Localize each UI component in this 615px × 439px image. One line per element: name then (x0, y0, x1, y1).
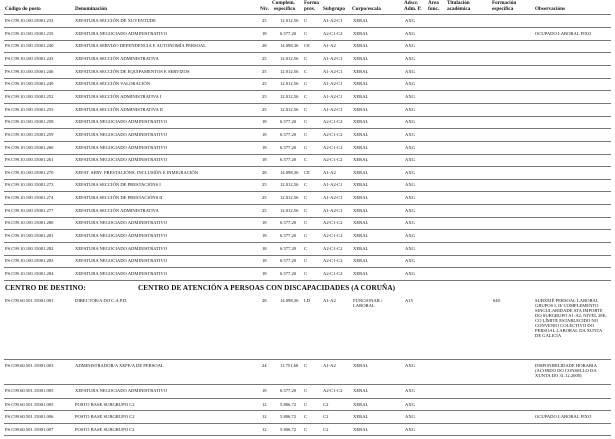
cell-den: XEFATURA SECCIÓN DE XUVENTUDE (75, 18, 156, 23)
cell-adscr: AXG (405, 43, 415, 49)
cell-sub: A1-A2-C1 (323, 18, 343, 23)
cell-niv: 18 (262, 157, 267, 163)
header-corpo: Corpo/escala (352, 6, 381, 12)
cell-den: XEFATURA NEGOCIADO ADMINISTRATIVO (75, 119, 168, 125)
cell-code: PS.C99.10.100.15001.283 (5, 258, 54, 264)
row-divider (4, 103, 611, 104)
header-denominacion: Denominación (75, 6, 107, 12)
cell-comp: 6.577,20 (280, 245, 297, 251)
cell-corpo: XERAL (353, 258, 369, 264)
cell-den: XEFATURA SECCIÓN ADMINISTRATIVA I (75, 93, 162, 99)
header-forma-2: prov. (304, 6, 316, 12)
cell-forma: LD (304, 298, 311, 303)
cell-corpo: XERAL (353, 144, 369, 150)
cell-forma: C (304, 55, 308, 61)
cell-forma: C (304, 245, 308, 251)
cell-code: PS.C99.10.100.15001.233 (5, 18, 54, 23)
cell-sub: A1-A2-C1 (323, 207, 343, 213)
cell-comp: 12.012,56 (280, 68, 299, 74)
row-divider (4, 242, 611, 243)
cell-niv: 12 (262, 414, 267, 419)
cell-niv: 28 (262, 169, 267, 175)
cell-den: DIRECTOR/A DO C.A.P.D. (75, 298, 128, 303)
cell-den: XEFATURA SECCIÓN ADMINISTRATIVA (75, 207, 159, 213)
section-label: CENTRO DE DESTINO: (5, 284, 86, 292)
cell-adscr: AXG (405, 182, 415, 188)
row-divider (4, 90, 611, 91)
cell-corpo: XERAL (353, 245, 369, 251)
cell-adscr: AXG (405, 55, 415, 61)
cell-code: PS.C99.10.100.15001.243 (5, 55, 54, 61)
cell-forma: C (304, 195, 308, 201)
cell-sub: A1-A2 (323, 169, 336, 175)
row-divider (4, 78, 611, 79)
cell-code: PS.C99.60.501.15001.007 (5, 427, 54, 432)
cell-code: PS.C99.10.100.15001.235 (5, 30, 54, 36)
cell-code: PS.C99.60.501.15001.003 (5, 363, 54, 368)
cell-comp: 6.577,20 (280, 157, 297, 163)
cell-corpo: XERAL (353, 233, 369, 239)
cell-sub: A1-A2-C1 (323, 106, 343, 112)
cell-adscr: AXG (405, 195, 415, 201)
header-subgrupo: Subgrupo (323, 6, 345, 12)
cell-corpo: FUNCIONAR./ LABORAL (353, 298, 383, 308)
cell-den: XEFATURA NEGOCIADO ADMINISTRATIVO (75, 388, 168, 393)
header-complemento-1: Complem. (272, 0, 295, 6)
cell-niv: 25 (262, 55, 267, 61)
cell-den: XEFATURA NEGOCIADO ADMINISTRATIVO (75, 157, 168, 163)
cell-corpo: XERAL (353, 119, 369, 125)
cell-den: XEFATURA SECCIÓN DE EQUIPAMENTOS E SERVIZOS (75, 68, 190, 74)
cell-adscr: AXG (405, 233, 415, 239)
cell-code: PS.C99.10.100.15001.255 (5, 106, 54, 112)
cell-sub: A1-A2-C1 (323, 93, 343, 99)
cell-adscr: AXG (405, 157, 415, 163)
cell-forma: C (304, 81, 308, 87)
cell-corpo: XERAL (353, 30, 369, 36)
cell-sub: A1-A2 (323, 43, 336, 49)
cell-comp: 12.012,56 (280, 18, 299, 23)
cell-sub: A2-C1-C2 (323, 245, 343, 251)
cell-comp: 6.577,20 (280, 233, 297, 239)
cell-sub: A1-A2 (323, 363, 336, 368)
cell-den: XEFATURA NEGOCIADO ADMINISTRATIVO (75, 271, 168, 276)
header-formacion-1: Formación (492, 0, 517, 6)
cell-sub: A2-C1-C2 (323, 30, 343, 36)
cell-niv: 28 (262, 298, 267, 303)
cell-form: 640 (493, 298, 500, 303)
row-divider (4, 179, 611, 180)
cell-obs: OCUPADO LABORAL FIXO (535, 414, 592, 419)
row-divider (4, 65, 611, 66)
cell-obs: OCUPADO LABORAL FIXO (535, 30, 592, 36)
cell-adscr: AXG (405, 363, 415, 368)
row-divider (4, 40, 611, 41)
cell-comp: 11.751,60 (280, 363, 299, 368)
cell-code: PS.C99.10.100.15001.281 (5, 233, 54, 239)
cell-forma: C (304, 144, 308, 150)
cell-den: XEFAT. SERV. PRESTACIÓNS, INCLUSIÓN E INMIGRACIÓN (75, 169, 199, 175)
cell-adscr: AXG (405, 258, 415, 264)
header-forma-1: Forma (304, 0, 319, 6)
row-divider (4, 166, 611, 167)
cell-obs: DISPONIBILIDADE HORARIA (ACORDO DO CONSELLO DA XUNTA DO 31.12.2000) (535, 363, 597, 378)
cell-corpo: XERAL (353, 195, 369, 201)
header-adscricion-2: Adm. P. (404, 6, 422, 12)
cell-adscr: A15 (405, 298, 413, 303)
cell-den: XEFATURA SECCIÓN ADMINISTRATIVA (75, 55, 159, 61)
cell-comp: 14.098,36 (280, 43, 299, 49)
cell-niv: 25 (262, 195, 267, 201)
cell-niv: 24 (262, 363, 267, 368)
cell-code: PS.C99.10.100.15001.246 (5, 68, 54, 74)
cell-niv: 25 (262, 18, 267, 23)
cell-adscr: AXG (405, 207, 415, 213)
cell-adscr: AXG (405, 220, 415, 226)
cell-comp: 6.577,20 (280, 258, 297, 264)
cell-adscr: AXG (405, 18, 415, 23)
cell-corpo: XERAL (353, 93, 369, 99)
cell-corpo: XERAL (353, 68, 369, 74)
cell-forma: CE (304, 169, 310, 175)
cell-corpo: XERAL (353, 157, 369, 163)
row-divider (4, 204, 611, 205)
cell-den: XEFATURA NEGOCIADO ADMINISTRATIVO (75, 220, 168, 226)
cell-corpo: XERAL (353, 106, 369, 112)
cell-sub: A1-A2-C1 (323, 68, 343, 74)
cell-den: POSTO BASE SUBGRUPO C2 (75, 402, 135, 407)
cell-corpo: XERAL (353, 55, 369, 61)
cell-sub: A1-A2 (323, 298, 336, 303)
cell-adscr: AXG (405, 388, 415, 393)
row-divider (4, 410, 611, 411)
cell-corpo: XERAL (353, 427, 369, 432)
cell-corpo: XERAL (353, 207, 369, 213)
cell-sub: C2 (323, 402, 329, 407)
header-formacion-2: específica (492, 6, 514, 12)
cell-forma: C (304, 119, 308, 125)
cell-comp: 6.577,20 (280, 30, 297, 36)
cell-niv: 18 (262, 388, 267, 393)
row-divider (4, 154, 611, 155)
cell-den: POSTO BASE SUBGRUPO C2 (75, 414, 135, 419)
cell-den: ADMINISTRADOR/A XEFE/A DE PERSOAL (75, 363, 164, 368)
header-codigo: Código do posto (5, 6, 41, 12)
cell-den: XEFATURA NEGOCIADO ADMINISTRATIVO (75, 131, 168, 137)
cell-niv: 25 (262, 68, 267, 74)
cell-adscr: AXG (405, 144, 415, 150)
row-divider (4, 141, 611, 142)
cell-forma: C (304, 68, 308, 74)
cell-forma: C (304, 271, 308, 276)
cell-niv: 18 (262, 131, 267, 137)
cell-sub: A1-A2-C1 (323, 182, 343, 188)
cell-code: PS.C99.10.100.15001.260 (5, 144, 54, 150)
cell-comp: 12.012,56 (280, 195, 299, 201)
header-divider (4, 14, 611, 15)
row-divider (4, 359, 611, 360)
cell-den: XEFATURA NEGOCIADO ADMINISTRATIVO (75, 233, 168, 239)
cell-forma: C (304, 427, 308, 432)
cell-den: XEFATURA SECCIÓN DE PRESTACIÓNS II (75, 195, 163, 201)
row-divider (4, 116, 611, 117)
cell-niv: 18 (262, 220, 267, 226)
cell-sub: A1-A2-C1 (323, 195, 343, 201)
cell-comp: 12.012,56 (280, 182, 299, 188)
cell-sub: A1-A2-C1 (323, 55, 343, 61)
cell-niv: 25 (262, 207, 267, 213)
row-divider (4, 280, 611, 281)
cell-code: PS.C99.10.100.15001.240 (5, 43, 54, 49)
cell-forma: C (304, 93, 308, 99)
cell-niv: 25 (262, 182, 267, 188)
header-complemento-2: específico (274, 6, 296, 12)
cell-comp: 12.012,56 (280, 93, 299, 99)
cell-corpo: XERAL (353, 414, 369, 419)
row-divider (4, 255, 611, 256)
cell-den: XEFATURA SECCIÓN ADMINISTRATIVA II (75, 106, 163, 112)
cell-corpo: XERAL (353, 18, 369, 23)
cell-niv: 25 (262, 106, 267, 112)
cell-code: PS.C99.10.100.15001.273 (5, 182, 54, 188)
cell-sub: A2-C1-C2 (323, 233, 343, 239)
cell-comp: 5.806,72 (280, 402, 297, 407)
cell-sub: A2-C1-C2 (323, 271, 343, 276)
cell-code: PS.C99.60.501.15001.006 (5, 414, 54, 419)
cell-code: PS.C99.10.100.15001.252 (5, 93, 54, 99)
cell-den: XEFATURA NEGOCIADO ADMINISTRATIVO (75, 144, 168, 150)
cell-sub: C2 (323, 414, 329, 419)
cell-adscr: AXG (405, 30, 415, 36)
cell-corpo: XERAL (353, 81, 369, 87)
cell-code: PS.C99.10.100.15001.249 (5, 81, 54, 87)
cell-forma: C (304, 220, 308, 226)
cell-corpo: XERAL (353, 131, 369, 137)
cell-forma: C (304, 207, 308, 213)
cell-niv: 18 (262, 258, 267, 264)
cell-code: PS.C99.10.100.15001.270 (5, 169, 54, 175)
row-divider (4, 229, 611, 230)
cell-code: PS.C99.10.100.15001.277 (5, 207, 54, 213)
cell-comp: 12.012,56 (280, 207, 299, 213)
cell-forma: C (304, 106, 308, 112)
cell-comp: 6.577,20 (280, 144, 297, 150)
cell-code: PS.C99.10.100.15001.259 (5, 131, 54, 137)
cell-sub: A2-C1-C2 (323, 144, 343, 150)
row-divider (4, 191, 611, 192)
header-area-2: func. (428, 6, 440, 12)
cell-comp: 14.098,36 (280, 298, 299, 303)
cell-den: XEFATURA SERVIZO DEPENDENCIA E AUTONOMÍA PERSOAL (75, 43, 207, 49)
header-adscricion-1: Adscr. (404, 0, 419, 6)
cell-adscr: AXG (405, 131, 415, 137)
cell-comp: 14.098,36 (280, 169, 299, 175)
cell-niv: 12 (262, 427, 267, 432)
cell-niv: 18 (262, 30, 267, 36)
cell-sub: A2-C1-C2 (323, 131, 343, 137)
cell-code: PS.C99.60.501.15001.005 (5, 388, 54, 393)
row-divider (4, 384, 611, 385)
cell-adscr: AXG (405, 81, 415, 87)
cell-niv: 28 (262, 43, 267, 49)
row-divider (4, 52, 611, 53)
cell-code: PS.C99.60.501.15001.005 (5, 402, 54, 407)
cell-forma: C (304, 258, 308, 264)
cell-code: PS.C99.60.501.15001.001 (5, 298, 54, 303)
cell-corpo: XERAL (353, 271, 369, 276)
cell-sub: A2-C1-C2 (323, 258, 343, 264)
cell-code: PS.C99.10.100.15001.258 (5, 119, 54, 125)
cell-code: PS.C99.10.100.15001.280 (5, 220, 54, 226)
cell-comp: 12.012,56 (280, 106, 299, 112)
cell-niv: 12 (262, 402, 267, 407)
cell-adscr: AXG (405, 68, 415, 74)
cell-code: PS.C99.10.100.15001.284 (5, 271, 54, 276)
cell-niv: 18 (262, 233, 267, 239)
section-name: CENTRO DE ATENCIÓN A PERSOAS CON DISCAPACIDADES (A CORUÑA) (138, 284, 396, 292)
cell-adscr: AXG (405, 402, 415, 407)
cell-den: POSTO BASE SUBGRUPO C2 (75, 427, 135, 432)
cell-adscr: AXG (405, 414, 415, 419)
cell-comp: 6.577,20 (280, 131, 297, 137)
row-divider (4, 398, 611, 399)
row-divider (4, 217, 611, 218)
cell-den: XEFATURA NEGOCIADO ADMINISTRATIVO (75, 245, 168, 251)
cell-niv: 18 (262, 119, 267, 125)
cell-comp: 6.577,20 (280, 220, 297, 226)
cell-niv: 18 (262, 245, 267, 251)
cell-corpo: XERAL (353, 220, 369, 226)
cell-niv: 25 (262, 93, 267, 99)
header-titulacion-1: Titulación (447, 0, 470, 6)
cell-corpo: XERAL (353, 402, 369, 407)
header-observacions: Observacións (535, 6, 565, 12)
row-divider (4, 128, 611, 129)
cell-adscr: AXG (405, 93, 415, 99)
cell-corpo: XERAL (353, 43, 369, 49)
cell-corpo: XERAL (353, 182, 369, 188)
cell-comp: 6.577,20 (280, 119, 297, 125)
cell-adscr: AXG (405, 245, 415, 251)
cell-code: PS.C99.10.100.15001.274 (5, 195, 54, 201)
cell-forma: CE (304, 43, 310, 49)
cell-adscr: AXG (405, 106, 415, 112)
cell-den: XEFATURA SECCIÓN VALORACIÓN (75, 81, 151, 87)
cell-comp: 5.806,72 (280, 414, 297, 419)
cell-corpo: XERAL (353, 363, 369, 368)
header-area-1: Área (428, 0, 439, 6)
cell-adscr: AXG (405, 427, 415, 432)
cell-comp: 6.577,20 (280, 388, 297, 393)
cell-code: PS.C99.10.100.15001.261 (5, 157, 54, 163)
row-divider (4, 27, 611, 28)
cell-adscr: AXG (405, 271, 415, 276)
cell-niv: 18 (262, 144, 267, 150)
cell-forma: C (304, 18, 308, 23)
cell-comp: 6.577,20 (280, 271, 297, 276)
row-divider (4, 423, 611, 424)
cell-forma: C (304, 388, 308, 393)
cell-comp: 5.806,72 (280, 427, 297, 432)
cell-sub: A1-A2-C1 (323, 81, 343, 87)
cell-code: PS.C99.10.100.15001.282 (5, 245, 54, 251)
cell-sub: A2-C1-C2 (323, 119, 343, 125)
cell-sub: A2-C1-C2 (323, 157, 343, 163)
cell-obs: SUBXEIÉ PERSOAL LABORAL GRUPOS I, II/ COMPLEMENTO SINGULARIDADE ATA IMPORTE DO SUBGRUPO A1-A2, NIVEL 28E; CO LÍMITE ESTABLECIDO NO CONVENIO COLECTIVO DO PERSOAL LABORAL DA XUNTA DE GALICIA (535, 298, 607, 338)
cell-forma: C (304, 233, 308, 239)
row-divider (4, 267, 611, 268)
cell-forma: C (304, 402, 308, 407)
cell-adscr: AXG (405, 169, 415, 175)
cell-den: XEFATURA NEGOCIADO ADMINISTRATIVO (75, 30, 168, 36)
cell-sub: A2-C1-C2 (323, 388, 343, 393)
cell-forma: C (304, 30, 308, 36)
cell-forma: C (304, 131, 308, 137)
header-titulacion-2: académica (447, 6, 471, 12)
cell-sub: C2 (323, 427, 329, 432)
cell-corpo: XERAL (353, 169, 369, 175)
cell-sub: A2-C1-C2 (323, 220, 343, 226)
row-divider (4, 435, 611, 436)
cell-adscr: AXG (405, 119, 415, 125)
cell-forma: C (304, 157, 308, 163)
cell-den: XEFATURA NEGOCIADO ADMINISTRATIVO (75, 258, 168, 264)
cell-forma: C (304, 363, 308, 368)
cell-niv: 18 (262, 271, 267, 276)
header-nivel: Nív. (260, 6, 269, 12)
cell-niv: 25 (262, 81, 267, 87)
cell-forma: C (304, 414, 308, 419)
cell-comp: 12.012,56 (280, 55, 299, 61)
cell-forma: C (304, 182, 308, 188)
cell-den: XEFATURA SECCIÓN DE PRESTACIÓNS I (75, 182, 161, 188)
cell-corpo: XERAL (353, 388, 369, 393)
cell-comp: 12.012,56 (280, 81, 299, 87)
